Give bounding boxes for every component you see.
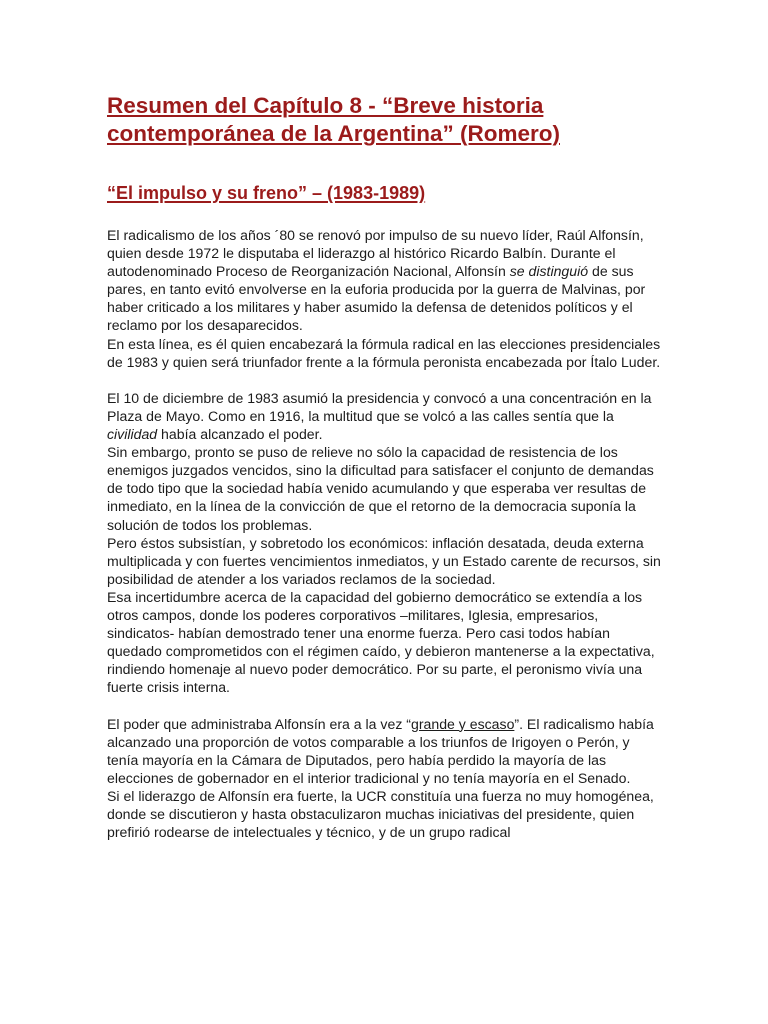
document-page: [107, 92, 663, 841]
paragraph-6: Esa incertidumbre acerca de la capacidad del gobierno democrático se extendía a los otros campos, donde los poderes corporativos –militares, Iglesia, empresarios, sindicatos- habían demostrado tener una enorme fuerza. Pero casi todos habían quedado comprometidos con el régimen caído, y debieron mantenerse a la expectativa, rindiendo homenaje al nuevo poder democrático. Por su parte, el peronismo vivía una fuerte crisis interna.: [107, 588, 655, 696]
paragraph-1-text-a: El radicalismo de los años ´80 se renovó por impulso de su nuevo líder, Raúl Alfonsín, quien desde 1972 le disputaba el liderazgo al histórico Ricardo Balbín. Durante el autodenominado Proceso de Reorganización Nacional, Alfonsín: [107, 227, 644, 280]
paragraph-7-text-b: ”. El radicalismo había alcanzado una proporción de votos comparable a los triunfos de Irigoyen o Perón, y tenía mayoría en la Cámara de Diputados, pero había perdido la mayoría de las elecciones de gobernador en el interior tradicional y no tenía mayoría en el Senado.: [107, 715, 654, 786]
paragraph-1: [107, 226, 663, 335]
document-title-line-2: contemporánea de la Argentina” (Romero): [107, 121, 560, 146]
document-title: [107, 92, 663, 148]
paragraph-2: En esta línea, es él quien encabezará la fórmula radical en las elecciones presidenciales de 1983 y quien será triunfador frente a la fórmula peronista encabezada por Ítalo Luder.: [107, 335, 661, 370]
paragraph-3-text-b: había alcanzado el poder.: [157, 426, 323, 443]
paragraph-3: [107, 389, 663, 443]
paragraph-7-underlined: grande y escaso: [410, 715, 515, 732]
paragraph-7: [107, 715, 663, 787]
paragraph-1-text-b: de sus pares, en tanto evitó envolverse en la euforia producida por la guerra de Malvinas, por haber criticado a los militares y haber asumido la defensa de detenidos políticos y el reclamo por los desaparecidos.: [107, 263, 646, 334]
document-body: [107, 226, 663, 841]
paragraph-spacer: [107, 371, 663, 389]
paragraph-3-emphasis: civilidad: [107, 426, 158, 443]
document-title-line-1: Resumen del Capítulo 8 - “Breve historia: [107, 93, 544, 118]
paragraph-1-emphasis: se distinguió: [509, 263, 589, 280]
chapter-subtitle: “El impulso y su freno” – (1983-1989): [107, 183, 426, 203]
paragraph-spacer: [107, 696, 663, 714]
paragraph-5: Pero éstos subsistían, y sobretodo los económicos: inflación desatada, deuda externa multiplicada y con fuertes vencimientos inmediatos, y un Estado carente de recursos, sin posibilidad de atender a los variados reclamos de la sociedad.: [107, 534, 661, 587]
paragraph-8: Si el liderazgo de Alfonsín era fuerte, la UCR constituía una fuerza no muy homogénea, donde se discutieron y hasta obstaculizaron muchas iniciativas del presidente, quien prefirió rodearse de intelectuales y técnico, y de un grupo radical: [107, 787, 654, 841]
paragraph-4: Sin embargo, pronto se puso de relieve no sólo la capacidad de resistencia de los enemigos juzgados vencidos, sino la dificultad para satisfacer el conjunto de demandas de todo tipo que la sociedad había venido acumulando y que esperaba ver resultas de inmediato, en la línea de la convicción de que el retorno de la democracia suponía la solución de todos los problemas.: [107, 444, 654, 533]
paragraph-3-text-a: El 10 de diciembre de 1983 asumió la presidencia y convocó a una concentración en la Plaza de Mayo. Como en 1916, la multitud que se volcó a las calles sentía que la: [107, 389, 652, 424]
paragraph-7-text-a: El poder que administraba Alfonsín era a la vez “: [107, 715, 411, 732]
